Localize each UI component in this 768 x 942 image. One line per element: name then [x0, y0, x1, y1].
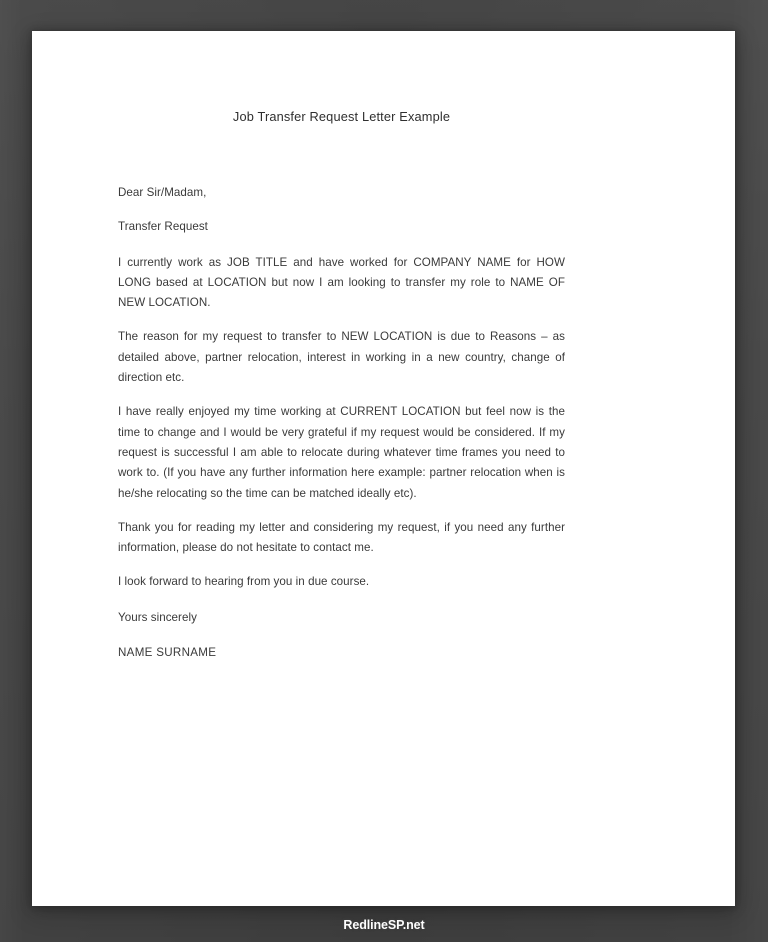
letter-body	[118, 108, 565, 663]
letter-closing: Yours sincerely	[118, 610, 197, 624]
letter-paragraph-4: Thank you for reading my letter and considering my request, if you need any further information, please do not hesitate to contact me.	[118, 520, 565, 555]
letter-subject: Transfer Request	[118, 220, 208, 234]
letter-paragraph-1: I currently work as JOB TITLE and have worked for COMPANY NAME for HOW LONG based at LOCATION but now I am looking to transfer my role to NAME OF NEW LOCATION.	[118, 255, 565, 310]
document-page	[32, 31, 735, 906]
letter-paragraph-2: The reason for my request to transfer to NEW LOCATION is due to Reasons – as detailed above, partner relocation, interest in working in a new country, change of direction etc.	[118, 330, 565, 385]
letter-salutation: Dear Sir/Madam,	[118, 186, 207, 199]
letter-paragraph-5: I look forward to hearing from you in due course.	[118, 575, 370, 589]
letter-signature: NAME SURNAME	[118, 646, 217, 660]
page-title: Job Transfer Request Letter Example	[232, 109, 451, 124]
site-watermark: RedlineSP.net	[343, 918, 425, 932]
letter-paragraph-3: I have really enjoyed my time working at CURRENT LOCATION but feel now is the time to change and I would be very grateful if my request would be considered. If my request is successful I am able to relocate during whatever time frames you need to work to. (If you have any further information here example: partner relocation when is he/she relocating so the time can be matched ideally etc).	[118, 405, 565, 500]
